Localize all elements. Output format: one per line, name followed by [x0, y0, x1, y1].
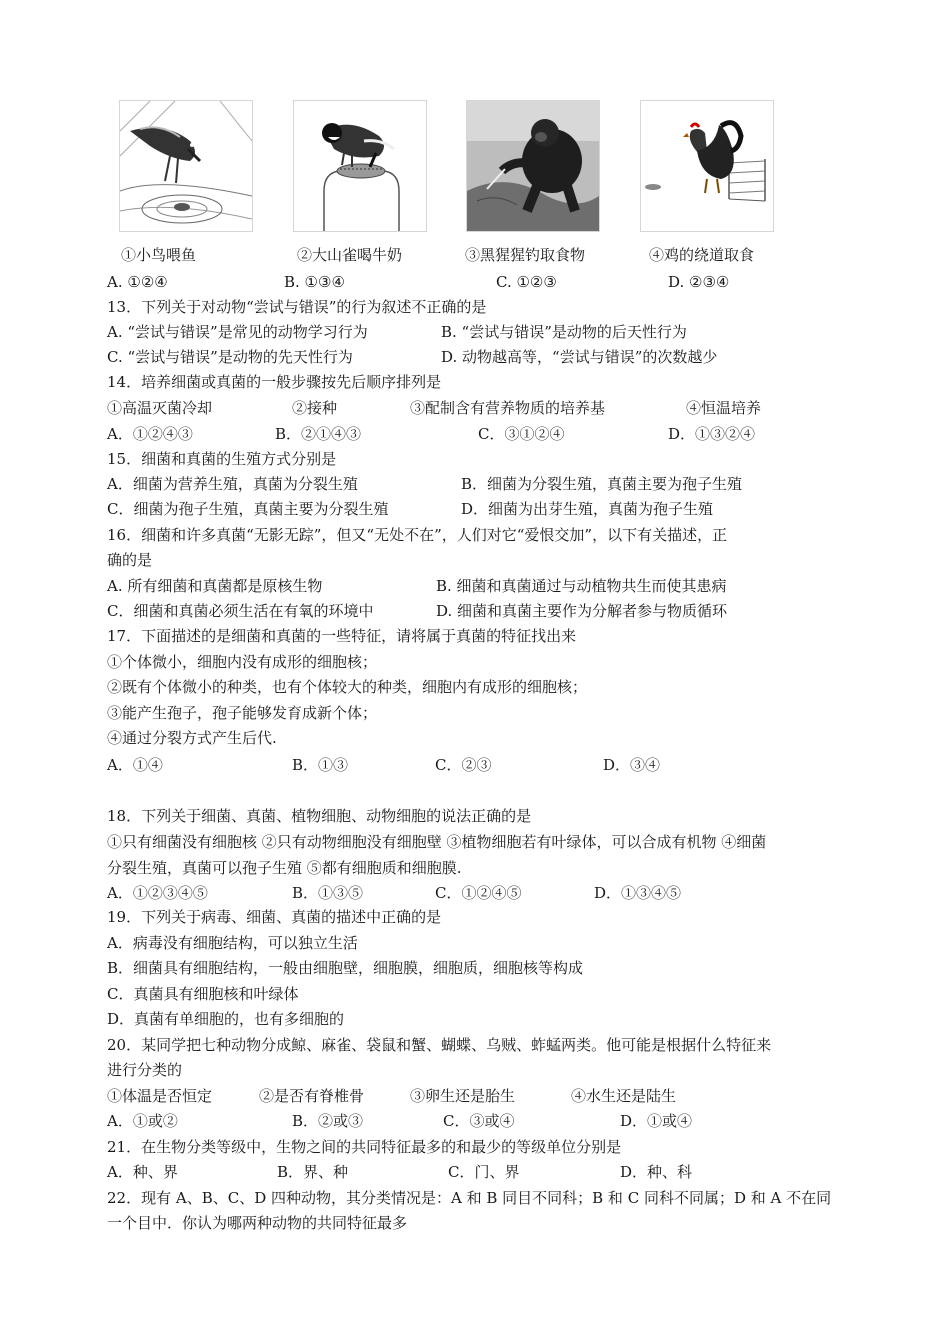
q17-option-a: A．①④ — [107, 756, 163, 774]
q15-stem: 15．细菌和真菌的生殖方式分别是 — [107, 450, 337, 468]
q16-option-b: B. 细菌和真菌通过与动植物共生而使其患病 — [436, 577, 727, 595]
q18-option-d: D．①③④⑤ — [594, 884, 682, 902]
q16-stem-line-1: 16．细菌和许多真菌“无影无踪”，但又“无处不在”，人们对它“爱恨交加”，以下有关描述，正 — [107, 526, 728, 544]
q20-option-d: D．①或④ — [620, 1112, 693, 1130]
q17-item-1: ①个体微小，细胞内没有成形的细胞核； — [107, 653, 378, 671]
q19-option-b: B．细菌具有细胞结构，一般由细胞壁，细胞膜，细胞质，细胞核等构成 — [107, 959, 584, 977]
q13-option-b: B. “尝试与错误”是动物的后天性行为 — [441, 323, 687, 341]
q18-stem: 18．下列关于细菌、真菌、植物细胞、动物细胞的说法正确的是 — [107, 807, 532, 825]
q15-option-d: D．细菌为出芽生殖，真菌为孢子生殖 — [461, 500, 714, 518]
q19-option-c: C．真菌具有细胞核和叶绿体 — [107, 985, 299, 1003]
q20-option-a: A．①或② — [107, 1112, 178, 1130]
figure-caption-3: ③黑猩猩钓取食物 — [465, 246, 586, 264]
q14-option-b: B．②①④③ — [275, 425, 362, 443]
q17-item-4: ④通过分裂方式产生后代. — [107, 729, 277, 747]
q20-item-4: ④水生还是陆生 — [571, 1087, 677, 1105]
q17-option-c: C．②③ — [435, 756, 492, 774]
q20-stem-line-1: 20．某同学把七种动物分成鲸、麻雀、袋鼠和蟹、蝴蝶、乌贼、蚱蜢两类。他可能是根据什么特征来 — [107, 1036, 772, 1054]
q14-item-1: ①高温灭菌冷却 — [107, 399, 213, 417]
q16-stem-line-2: 确的是 — [107, 551, 153, 569]
q19-option-d: D．真菌有单细胞的，也有多细胞的 — [107, 1010, 345, 1028]
q21-option-a: A．种、界 — [107, 1163, 178, 1181]
q21-option-b: B．界、种 — [277, 1163, 349, 1181]
q18-statements-line-1: ①只有细菌没有细胞核 ②只有动物细胞没有细胞壁 ③植物细胞若有叶绿体，可以合成有机物 ④细菌 — [107, 833, 767, 851]
q22-stem-line-1: 22．现有 A、B、C、D 四种动物，其分类情况是：A 和 B 同目不同科；B 和 C 同科不同属；D 和 A 不在同 — [107, 1189, 832, 1207]
q14-option-c: C．③①②④ — [478, 425, 565, 443]
q14-option-d: D．①③②④ — [668, 425, 756, 443]
q20-stem-line-2: 进行分类的 — [107, 1061, 183, 1079]
great-tit-drinking-milk-image — [293, 100, 427, 232]
q14-item-4: ④恒温培养 — [686, 399, 762, 417]
q19-option-a: A．病毒没有细胞结构，可以独立生活 — [107, 934, 358, 952]
q13-stem: 13．下列关于对动物“尝试与错误”的行为叙述不正确的是 — [107, 298, 487, 316]
q16-option-c: C．细菌和真菌必须生活在有氧的环境中 — [107, 602, 374, 620]
q17-stem: 17．下面描述的是细菌和真菌的一些特征，请将属于真菌的特征找出来 — [107, 627, 577, 645]
q14-stem: 14．培养细菌或真菌的一般步骤按先后顺序排列是 — [107, 373, 442, 391]
q20-item-3: ③卵生还是胎生 — [410, 1087, 516, 1105]
q12-option-a: A. ①②④ — [107, 273, 168, 291]
q18-option-b: B．①③⑤ — [292, 884, 364, 902]
q13-option-c: C. “尝试与错误”是动物的先天性行为 — [107, 348, 353, 366]
q15-option-c: C．细菌为孢子生殖，真菌主要为分裂生殖 — [107, 500, 389, 518]
q20-option-c: C．③或④ — [443, 1112, 515, 1130]
q17-option-d: D．③④ — [603, 756, 661, 774]
q17-item-3: ③能产生孢子，孢子能够发育成新个体； — [107, 704, 378, 722]
q13-option-d: D. 动物越高等，“尝试与错误”的次数越少 — [441, 348, 718, 366]
q20-item-1: ①体温是否恒定 — [107, 1087, 213, 1105]
q20-item-2: ②是否有脊椎骨 — [259, 1087, 365, 1105]
chicken-detour-image — [640, 100, 774, 232]
figure-caption-2: ②大山雀喝牛奶 — [297, 246, 403, 264]
q22-stem-line-2: 一个目中．你认为哪两种动物的共同特征最多 — [107, 1214, 408, 1232]
bird-feeding-fish-image — [119, 100, 253, 232]
q19-stem: 19．下列关于病毒、细菌、真菌的描述中正确的是 — [107, 908, 442, 926]
q14-item-2: ②接种 — [292, 399, 338, 417]
q15-option-a: A．细菌为营养生殖，真菌为分裂生殖 — [107, 475, 358, 493]
q18-statements-line-2: 分裂生殖，真菌可以孢子生殖 ⑤都有细胞质和细胞膜. — [107, 859, 462, 877]
q16-option-a: A. 所有细菌和真菌都是原核生物 — [107, 577, 323, 595]
q14-item-3: ③配制含有营养物质的培养基 — [410, 399, 606, 417]
q18-option-c: C．①②④⑤ — [435, 884, 522, 902]
q21-stem: 21．在生物分类等级中，生物之间的共同特征最多的和最少的等级单位分别是 — [107, 1138, 622, 1156]
q15-option-b: B．细菌为分裂生殖，真菌主要为孢子生殖 — [461, 475, 743, 493]
figure-caption-1: ①小鸟喂鱼 — [121, 246, 197, 264]
q21-option-c: C．门、界 — [448, 1163, 520, 1181]
q17-item-2: ②既有个体微小的种类，也有个体较大的种类，细胞内有成形的细胞核； — [107, 678, 588, 696]
q12-option-b: B. ①③④ — [284, 273, 345, 291]
q17-option-b: B．①③ — [292, 756, 349, 774]
q13-option-a: A. “尝试与错误”是常见的动物学习行为 — [107, 323, 368, 341]
q14-option-a: A．①②④③ — [107, 425, 193, 443]
q16-option-d: D. 细菌和真菌主要作为分解者参与物质循环 — [436, 602, 728, 620]
figure-caption-4: ④鸡的绕道取食 — [649, 246, 755, 264]
chimpanzee-fishing-image — [466, 100, 600, 232]
q20-option-b: B．②或③ — [292, 1112, 364, 1130]
q21-option-d: D．种、科 — [620, 1163, 693, 1181]
q12-option-c: C. ①②③ — [496, 273, 557, 291]
q18-option-a: A．①②③④⑤ — [107, 884, 208, 902]
q12-option-d: D. ②③④ — [668, 273, 730, 291]
